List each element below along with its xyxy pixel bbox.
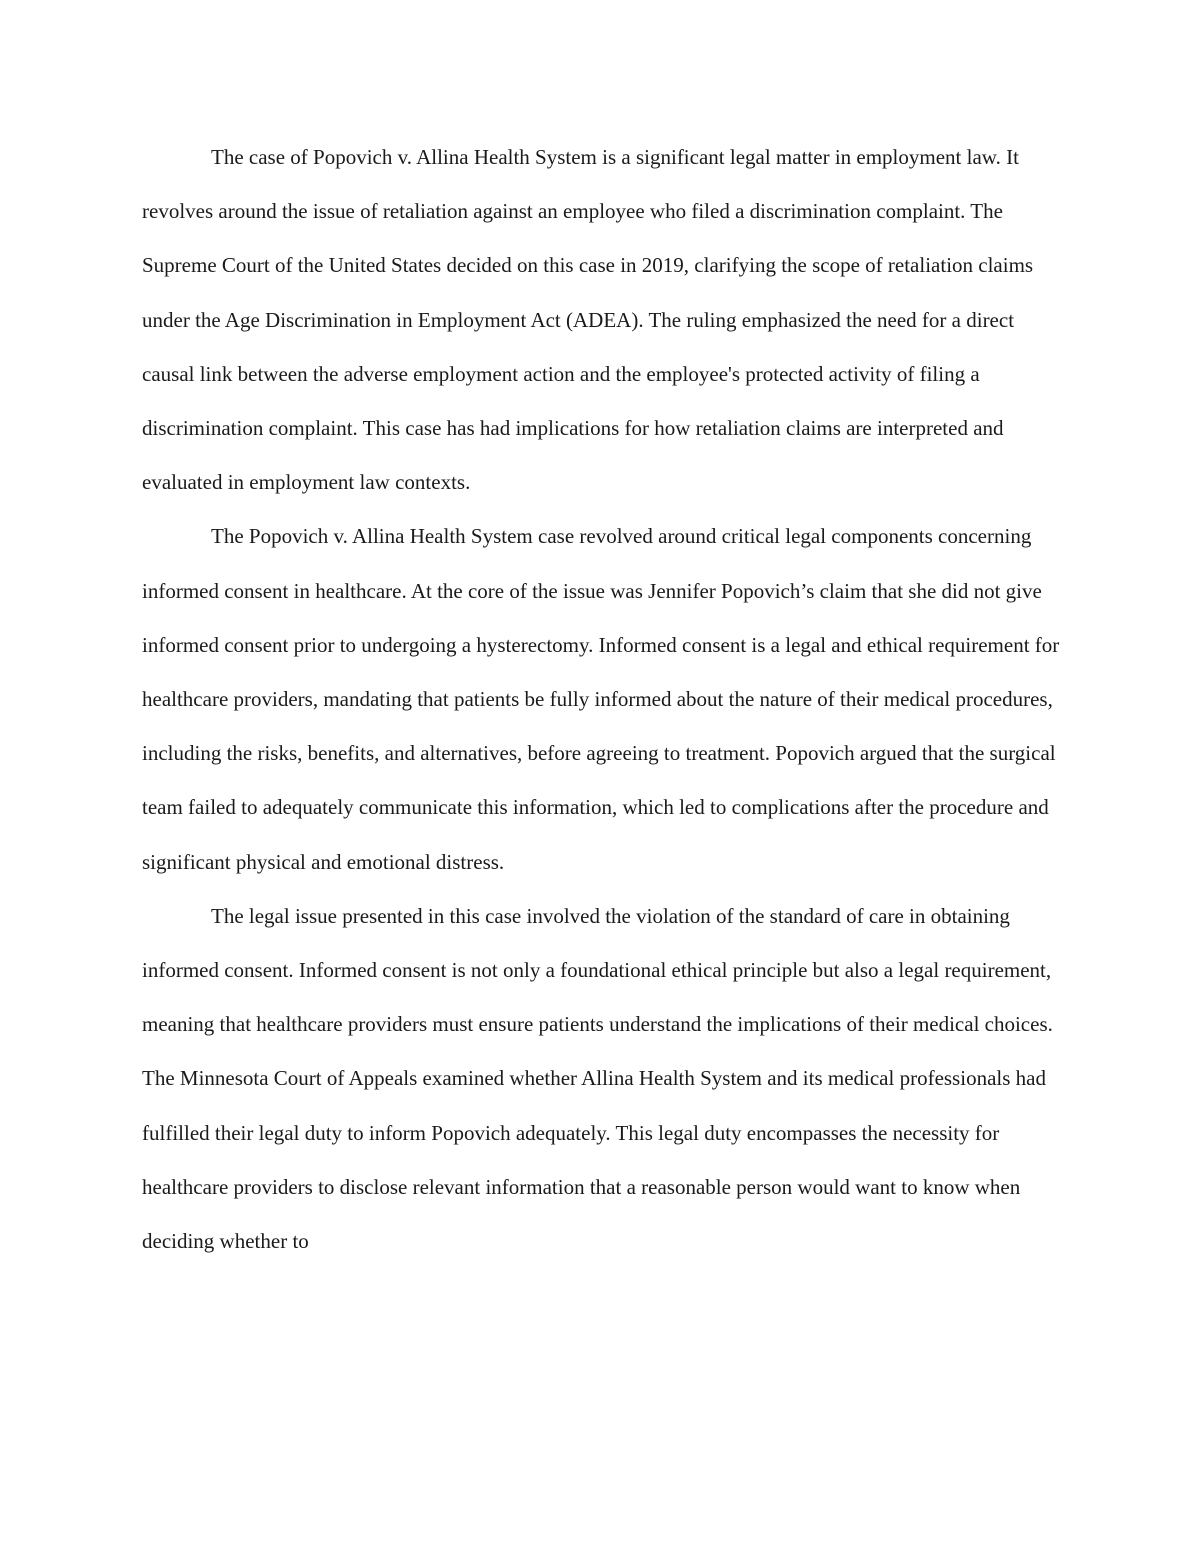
paragraph-2: The Popovich v. Allina Health System case revolved around critical legal components concerning informed consent in healthcare. At the core of the issue was Jennifer Popovich’s claim that she did not give informed consent prior to undergoing a hysterectomy. Informed consent is a legal and ethical requirement for healthcare providers, mandating that patients be fully informed about the nature of their medical procedures, including the risks, benefits, and alternatives, before agreeing to treatment. Popovich argued that the surgical team failed to adequately communicate this information, which led to complications after the procedure and significant physical and emotional distress.	[142, 524, 1060, 874]
document-body	[142, 130, 1062, 1268]
paragraph-1: The case of Popovich v. Allina Health System is a significant legal matter in employment law. It revolves around the issue of retaliation against an employee who filed a discrimination complaint. The Supreme Court of the United States decided on this case in 2019, clarifying the scope of retaliation claims under the Age Discrimination in Employment Act (ADEA). The ruling emphasized the need for a direct causal link between the adverse employment action and the employee's protected activity of filing a discrimination complaint. This case has had implications for how retaliation claims are interpreted and evaluated in employment law contexts.	[142, 145, 1034, 495]
paragraph-3: The legal issue presented in this case involved the violation of the standard of care in obtaining informed consent. Informed consent is not only a foundational ethical principle but also a legal requirement, meaning that healthcare providers must ensure patients understand the implications of their medical choices. The Minnesota Court of Appeals examined whether Allina Health System and its medical professionals had fulfilled their legal duty to inform Popovich adequately. This legal duty encompasses the necessity for healthcare providers to disclose relevant information that a reasonable person would want to know when deciding whether to	[142, 903, 1053, 1254]
